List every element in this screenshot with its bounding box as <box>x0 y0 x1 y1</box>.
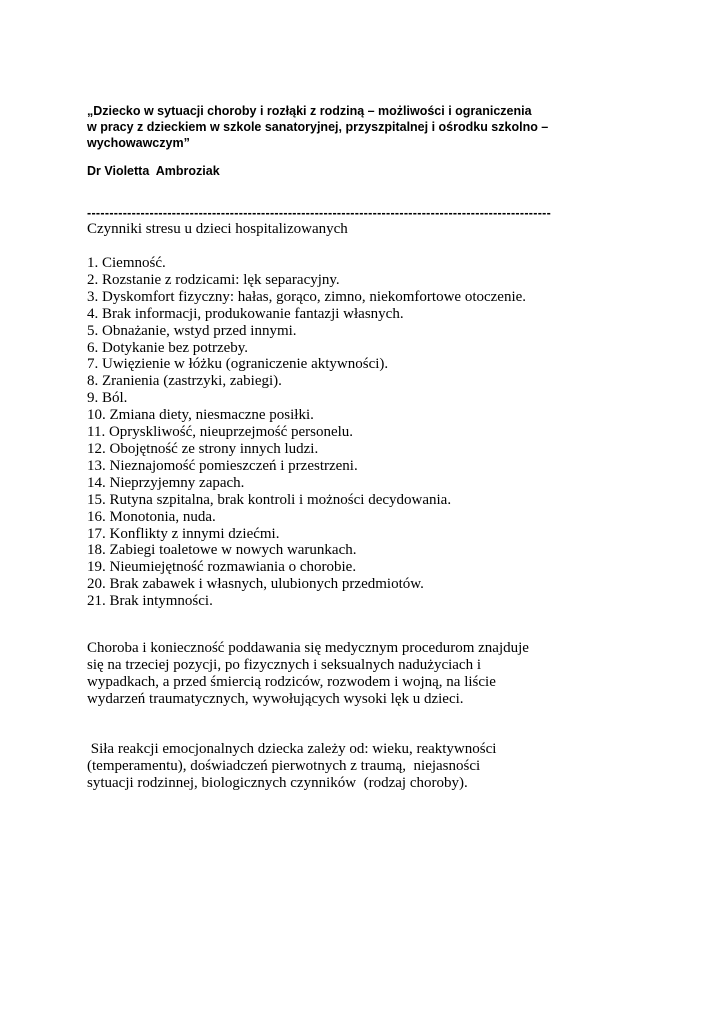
list-item: 9. Ból. <box>87 390 128 407</box>
list-item: 20. Brak zabawek i własnych, ulubionych przedmiotów. <box>87 576 424 593</box>
paragraph-line: Siła reakcji emocjonalnych dziecka zależy od: wieku, reaktywności <box>87 741 497 757</box>
list-item: 10. Zmiana diety, niesmaczne posiłki. <box>87 407 314 424</box>
list-item: 2. Rozstanie z rodzicami: lęk separacyjny. <box>87 271 340 288</box>
author-name: Dr Violetta Ambroziak <box>87 164 220 178</box>
list-item: 7. Uwięzienie w łóżku (ograniczenie aktywności). <box>87 356 389 373</box>
paragraph-line: sytuacji rodzinnej, biologicznych czynników (rodzaj choroby). <box>87 774 468 791</box>
list-item: 21. Brak intymności. <box>87 593 213 610</box>
list-item: 6. Dotykanie bez potrzeby. <box>87 339 249 356</box>
section-heading: Czynniki stresu u dzieci hospitalizowanych <box>87 221 348 237</box>
document-title <box>87 103 647 151</box>
paragraph-line: wypadkach, a przed śmiercią rodziców, rozwodem i wojną, na liście <box>87 673 496 690</box>
list-item: 3. Dyskomfort fizyczny: hałas, gorąco, zimno, niekomfortowe otoczenie. <box>87 288 527 305</box>
paragraph-line: wydarzeń traumatycznych, wywołujących wysoki lęk u dzieci. <box>87 690 464 707</box>
paragraph-trauma-ranking <box>87 640 647 708</box>
paragraph-emotional-reactions <box>87 741 647 792</box>
paragraph-line: się na trzeciej pozycji, po fizycznych i seksualnych nadużyciach i <box>87 656 481 673</box>
list-item: 8. Zranienia (zastrzyki, zabiegi). <box>87 373 282 390</box>
list-item: 1. Ciemność. <box>87 255 166 271</box>
list-item: 16. Monotonia, nuda. <box>87 508 216 525</box>
list-item: 12. Obojętność ze strony innych ludzi. <box>87 440 319 457</box>
list-item: 15. Rutyna szpitalna, brak kontroli i możności decydowania. <box>87 491 452 508</box>
list-item: 11. Opryskliwość, nieuprzejmość personelu. <box>87 424 354 441</box>
paragraph-line: (temperamentu), doświadczeń pierwotnych z traumą, niejasności <box>87 757 481 774</box>
paragraph-line: Choroba i konieczność poddawania się medycznym procedurom znajduje <box>87 640 529 656</box>
separator-line: -------------------------------------------------------------------------------------------------------- <box>87 206 552 220</box>
list-item: 19. Nieumiejętność rozmawiania o chorobie. <box>87 559 357 576</box>
title-line: wychowawczym” <box>87 136 190 150</box>
list-item: 4. Brak informacji, produkowanie fantazji własnych. <box>87 305 404 322</box>
list-item: 18. Zabiegi toaletowe w nowych warunkach. <box>87 542 357 559</box>
list-item: 17. Konflikty z innymi dziećmi. <box>87 525 280 542</box>
list-item: 14. Nieprzyjemny zapach. <box>87 474 245 491</box>
title-line: w pracy z dzieckiem w szkole sanatoryjnej, przyszpitalnej i ośrodku szkolno – <box>87 120 549 134</box>
stress-factors-list <box>87 255 526 610</box>
list-item: 5. Obnażanie, wstyd przed innymi. <box>87 322 297 339</box>
list-item: 13. Nieznajomość pomieszczeń i przestrzeni. <box>87 457 358 474</box>
title-line: „Dziecko w sytuacji choroby i rozłąki z rodziną – możliwości i ograniczenia <box>87 104 532 118</box>
